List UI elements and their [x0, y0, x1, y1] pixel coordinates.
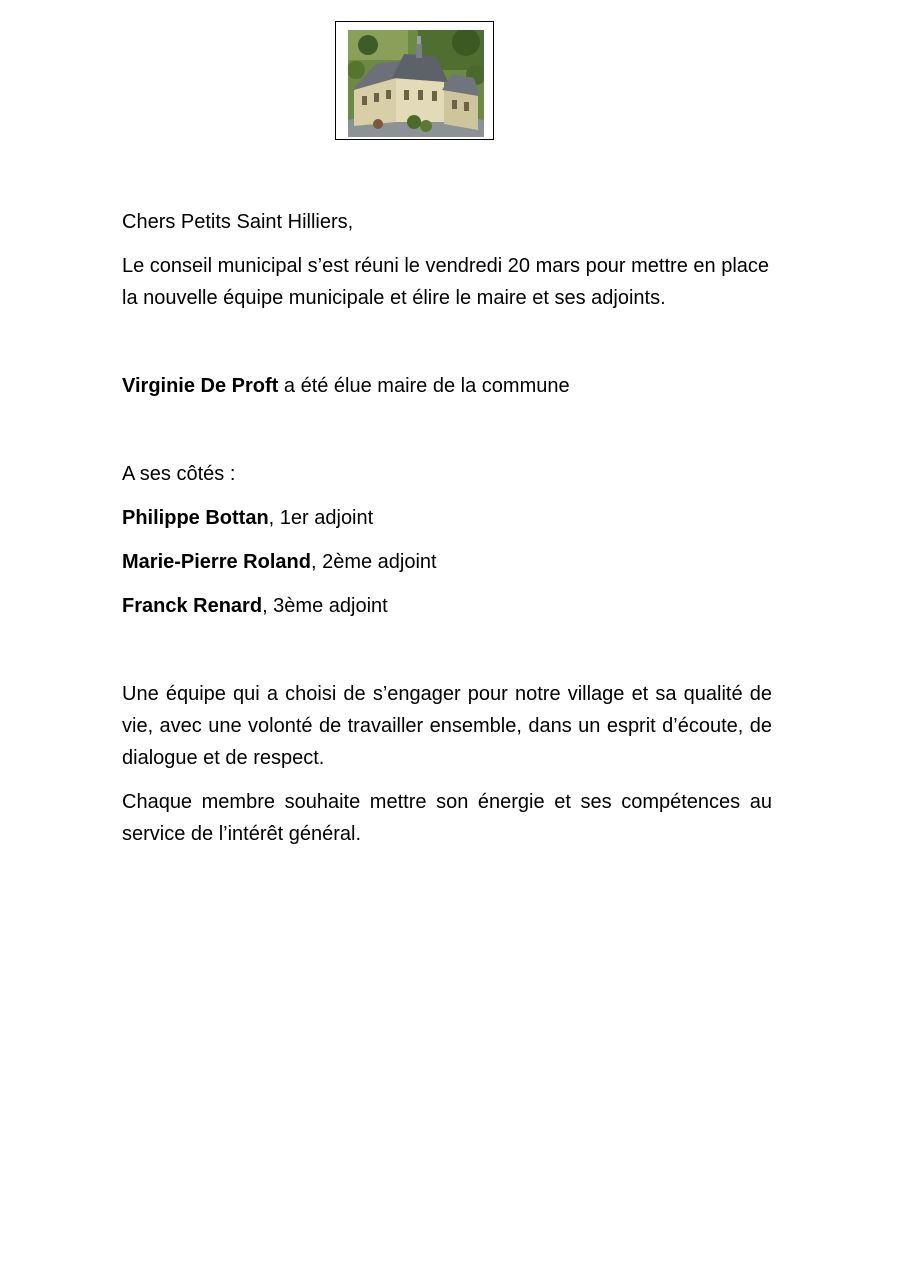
deputy-line [122, 502, 772, 534]
deputy-role: , 2ème adjoint [310, 551, 437, 573]
deputy-name: Franck Renard [122, 595, 263, 617]
deputy-line [122, 546, 772, 578]
town-hall-photo-frame [335, 21, 494, 140]
deputy-line [122, 590, 772, 622]
deputy-role: , 3ème adjoint [262, 595, 388, 617]
town-hall-photo-icon [348, 30, 484, 137]
team-paragraph: Une équipe qui a choisi de s’engager pour notre village et sa qualité de vie, avec une volonté de travailler ensemble, dans un esprit d’écoute, de dialogue et de respect. [122, 683, 772, 769]
deputy-role: , 1er adjoint [268, 507, 374, 529]
town-hall-aerial-photo [348, 30, 484, 137]
deputies-heading: A ses côtés : [122, 463, 236, 485]
greeting: Chers Petits Saint Hilliers, [122, 211, 354, 233]
members-paragraph: Chaque membre souhaite mettre son énergie et ses compétences au service de l’intérêt général. [122, 791, 772, 845]
mayor-name: Virginie De Proft [122, 375, 279, 397]
intro-paragraph: Le conseil municipal s’est réuni le vendredi 20 mars pour mettre en place la nouvelle équipe municipale et élire le maire et ses adjoints. [122, 255, 770, 309]
deputy-name: Philippe Bottan [122, 507, 269, 529]
mayor-line [122, 370, 772, 402]
mayor-role: a été élue maire de la commune [278, 375, 570, 397]
deputy-name: Marie-Pierre Roland [122, 551, 311, 573]
